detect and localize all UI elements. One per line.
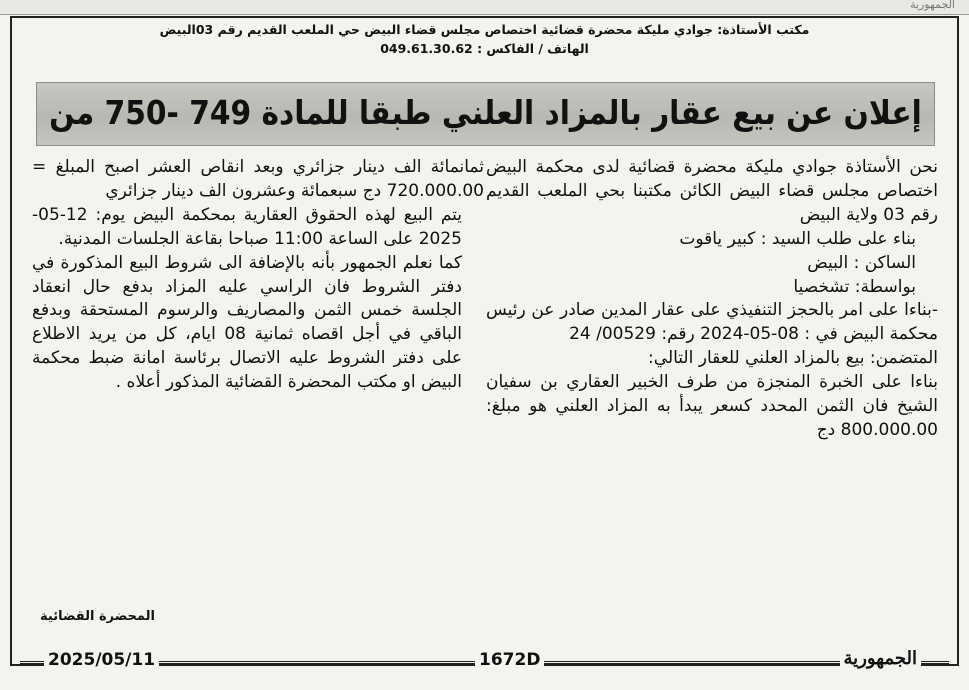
page-footer	[20, 648, 949, 673]
office-address-line: مكتب الأستاذة: جوادي مليكة محضرة قضائية اختصاص مجلس قضاء البيض حي الملعب القديم رقم 03البيض	[159, 22, 810, 37]
signature-label: المحضرة القضائية	[40, 609, 155, 624]
left-text-column	[32, 156, 484, 395]
newspaper-logo: الجمهورية	[840, 648, 921, 669]
reduced-price-paragraph: ثمانمائة الف دينار جزائري وبعد انقاص العشر اصبح المبلغ = 720.000.00 دج سبعمائة وعشرون الف دينار جزائري	[32, 157, 484, 201]
masthead-strip-text: الجمهورية	[910, 0, 955, 11]
announcement-title-banner	[36, 82, 935, 146]
seizure-order-paragraph: -بناءا على امر بالحجز التنفيذي على عقار المدين صادر عن رئيس محكمة البيض في : 08-05-2024 رقم: 00529/ 24	[486, 300, 938, 345]
office-header	[20, 20, 949, 58]
announcement-title: إعلان عن بيع عقار بالمزاد العلني طبقا للمادة 749 -750 من	[49, 93, 922, 132]
subject-line: المتضمن: بيع بالمزاد العلني للعقار التالي:	[648, 348, 938, 369]
auction-date-paragraph: يتم البيع لهذه الحقوق العقارية بمحكمة البيض يوم: 12-05-2025 على الساعة 11:00 صباحا بقاعة الجلسات المدنية.	[32, 204, 462, 249]
footer-date: 2025/05/11	[44, 650, 159, 670]
expert-valuation-paragraph: بناءا على الخبرة المنجزة من طرف الخبير العقاري بن سفيان الشيخ فان الثمن المحدد كسعر يبدأ به المزاد العلني هو مبلغ: 800.000.00 دج	[486, 372, 938, 440]
requester-line: بناء على طلب السيد : كبير ياقوت	[679, 228, 916, 249]
intro-paragraph: نحن الأستاذة جوادي مليكة محضرة قضائية لدى محكمة البيض اختصاص مجلس قضاء البيض الكائن مكتبنا بحي الملعب القديم رقم 03 ولاية البيض	[486, 157, 938, 225]
public-notice-paragraph: كما نعلم الجمهور بأنه بالإضافة الى شروط البيع المذكورة في دفتر الشروط فان الراسي عليه المزاد بدفع حال انعقاد الجلسة خمس الثمن والمصاريف والرسوم المستحقة وبدفع الباقي في أجل اقصاه ثمانية 08 ايام، كل من يريد الاطلاع على دفتر الشروط عليه الاتصال برئاسة امانة ضبط محكمة البيض او مكتب المحضرة القضائية المذكور أعلاه .	[32, 252, 462, 393]
footer-ad-number: 1672D	[475, 650, 544, 670]
representation-line: بواسطة: تشخصيا	[793, 276, 916, 297]
top-masthead-strip	[0, 0, 969, 15]
residence-line: الساكن : البيض	[807, 252, 916, 273]
office-phone-line: الهاتف / الفاكس : 049.61.30.62	[380, 41, 589, 56]
right-text-column	[486, 156, 938, 443]
